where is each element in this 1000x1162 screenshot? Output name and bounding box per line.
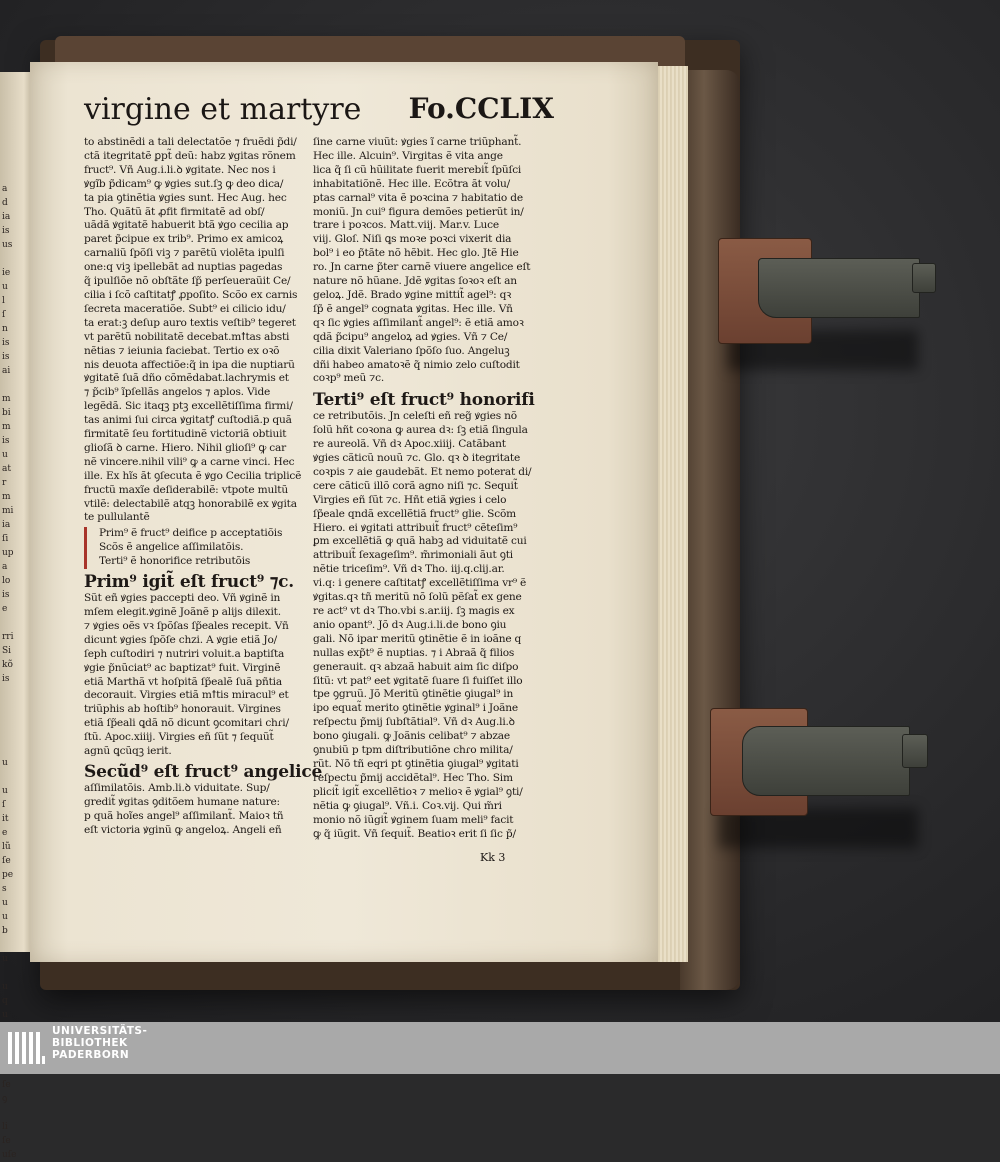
text-line: agnũ ꝗcũqꝫ ierit. <box>84 745 172 758</box>
text-line: re act⁹ vt dꝛ Tho.vbi s.ar.iij. ſꝫ magis ex <box>313 605 515 617</box>
text-line: ⁊ p̃cib⁹ ĩpſellãs angelos ⁊ aplos. Vide <box>84 386 271 399</box>
text-line: monio nõ iũgit̃ ꝟginem ſuam meli⁹ facit <box>313 813 514 826</box>
heading-third-fruit: Terti⁹ eſt fruct⁹ honorifi <box>313 390 535 411</box>
text-line: etiã Marthã vt hoſpitã ſp̃ealẽ ſuã pñtia <box>84 675 282 688</box>
text-line: decorauit. Virgies etiã mꝉtis miracul⁹ et <box>84 689 289 702</box>
library-name-line1: UNIVERSITÄTS- <box>52 1025 148 1037</box>
text-line: attribuit̃ ſexageſim⁹. m̃rimoniali ãut ꝯti <box>313 549 513 562</box>
text-line: ptas carnal⁹ vita ẽ poꝛcina ⁊ habitatio de <box>313 191 523 204</box>
text-line: vi.q: i genere caſtitatꝭ excellẽtiſſima vr⁹ ẽ <box>313 577 527 590</box>
text-line: coꝛpis ⁊ aie gaudebãt. Et nemo poterat di/ <box>313 465 532 478</box>
text-line: ta erat:ꝫ deſup auro textis veſtib⁹ tegeret <box>84 316 296 329</box>
text-line: q̃ ipulſiõe nõ obſtãte ſp̃ perſeueraũit Ce/ <box>84 275 291 288</box>
upper-clasp-hook <box>912 263 936 293</box>
book-fore-edge-cover <box>680 70 740 990</box>
fruit-list-item: Scõs ẽ angelice aſſimilatõis. <box>84 541 310 555</box>
text-line: vt parẽtũ nobilitatẽ decebat.mꝉtas absti <box>84 330 290 343</box>
text-line: ipo equat̃ merito ꝯtinẽtie ꝟginal⁹ i Joãne <box>313 702 518 715</box>
text-line: etiã ſp̃eali ꝗdã nõ dicunt ꝯcomitari chɾi/ <box>84 717 289 730</box>
text-line: cere cãticũ illõ corã agno niſi ⁊c. Sequit̃ <box>313 479 518 492</box>
text-line: to abstinẽdi a tali delectatõe ⁊ fruẽdi p̃di/ <box>84 136 297 148</box>
text-line: tpe ꝯgruũ. Jõ Meritũ ꝯtinẽtie ꝯiugal⁹ in <box>313 688 514 701</box>
text-line: qꝛ ſic ꝟgies aſſimilant̃ angel⁹: ẽ etiã amoꝛ <box>313 316 524 329</box>
text-line: tas animi ſui circa ꝟgitatꝭ cuſtodiã.p quã <box>84 414 292 427</box>
text-line: ꝟgĩb p̃dicam⁹ ꝙ ꝟgies sut.ſꝫ ꝙ deo dica/ <box>84 177 284 190</box>
heading-second-fruit: Secũd⁹ eſt fruct⁹ angelice <box>84 761 323 782</box>
text-column-left <box>84 136 323 856</box>
text-line: Virgies eñ ſũt ⁊c. Hñt etiã ꝟgies i celo <box>313 493 507 506</box>
left-page-fringe-text: a d ia is us ie u l ſ n is is ai m bi m is u at r m mi ia ſi up a lo is e rri Si kõ is u u ſ it e lũ ſe pe s u u b u u q u ſe ꝯ li ſe uſe <box>2 184 17 1160</box>
text-line: nẽtia ꝙ ꝯiugal⁹. Vñ.i. Coꝛ.vij. Qui m̃ri <box>313 799 502 812</box>
text-line: mſem elegit.ꝟginẽ Joãnẽ p alijs dilexit. <box>84 606 281 618</box>
text-line: ꝯnubiũ p tpm diſtributiõne chɾo milita/ <box>313 744 513 757</box>
text-line: ꝙ q̃ iũgit. Vñ ſequit̃. Beatioꝛ erit ſi ſic p̃/ <box>313 827 516 840</box>
text-line: nullas exp̃t⁹ ẽ nuptias. ⁊ i Abraã q̃ filios <box>313 646 515 659</box>
text-line: generauit. qꝛ abzaã habuit aim ſic diſpo <box>313 660 519 673</box>
text-line: plicit̃ igit̃ excellẽtioꝛ ⁊ melioꝛ ẽ ꝟgial⁹ ꝯti/ <box>313 785 523 798</box>
signature-mark: Kk 3 <box>480 851 506 864</box>
text-line: ſolũ hñt coꝛona ꝙ aurea dꝛ: ſꝫ etiã ſingula <box>313 424 528 437</box>
text-line: trare i poꝛcos. Matt.viij. Mar.v. Luce <box>313 219 499 232</box>
text-line: p quã hoĩes angel⁹ aſſimilant̃. Maioꝛ tñ <box>84 809 284 822</box>
left-page-edge <box>0 72 34 1160</box>
text-line: uãdã ꝟgitatẽ habuerit btã ꝟgo cecilia ap <box>84 219 289 232</box>
text-line: reſpectu p̃mij accidẽtal⁹. Hec Tho. Sim <box>313 771 513 784</box>
text-line: viij. Gloſ. Niſi ꝗs moꝛe poꝛci vixerit dia <box>313 233 512 246</box>
text-line: cilia i ſcõ caſtitatꝭ ꝓpoſito. Scõo ex carnis <box>84 288 298 301</box>
text-line: cilia dixit Valeriano ſpõſo ſuo. Angeluꝫ <box>313 344 510 357</box>
library-footer <box>0 1022 1000 1074</box>
text-line: nis deuota affectiõe:q̃ in ipa die nuptiarũ <box>84 358 295 371</box>
text-line: Hec ille. Alcuin⁹. Virgitas ẽ vita ange <box>313 149 503 162</box>
text-line: ſine carne viuũt: ꝟgies ĩ carne triũphant̃. <box>313 136 522 148</box>
text-line: paret p̃cipue ex trib⁹. Primo ex amicoꝝ <box>84 233 284 246</box>
text-line: inhabitatiõnẽ. Hec ille. Ecõtra ãt volu/ <box>313 177 511 190</box>
library-name-line2: BIBLIOTHEK <box>52 1037 128 1049</box>
text-line: ꝟgies cãticũ nouũ ⁊c. Glo. qꝛ ꝺ itegritate <box>313 452 521 465</box>
fruit-list-item: Prim⁹ ẽ fruct⁹ deifice p acceptatiõis <box>84 527 310 541</box>
folio-number: Fo.CCLIX <box>408 92 554 125</box>
text-line: ꝟgie p̃nũciat⁹ ac baptizat⁹ fuit. Virginẽ <box>84 661 281 674</box>
text-line: ꝟgitatẽ ſuã dño cõmẽdabat.lachrymis et <box>84 372 289 385</box>
heading-first-fruit: Prim⁹ igit̃ eſt fruct⁹ ⁊c. <box>84 572 294 593</box>
text-line: glioſã ꝺ carne. Hiero. Nihil glioſi⁹ ꝙ car <box>84 441 286 454</box>
text-line: ro. Jn carne p̃ter carnẽ viuere angelice eſt <box>313 261 531 274</box>
text-line: ſtũ. Apoc.xiiij. Virgies eñ ſũt ⁊ ſequũt̃ <box>84 731 274 744</box>
text-line: gali. Nõ ipar meritũ ꝯtinẽtie ẽ in ioãne q <box>313 632 522 645</box>
text-line: nẽtias ⁊ ieiunia faciebat. Tertio ex oꝛõ <box>84 344 280 357</box>
text-line: geloꝝ. Jdẽ. Brado ꝟgine mittit̃ agel⁹: qꝛ <box>313 288 512 301</box>
text-line: ꝑm excellẽtiã ꝙ quã habꝫ ad viduitatẽ cui <box>313 535 527 548</box>
text-line: reſpectu p̃mij ſubſtãtial⁹. Vñ dꝛ Aug.li.ꝺ <box>313 716 515 729</box>
upper-clasp-plate <box>758 258 920 318</box>
text-line: ſecreta maceratiõe. Subt⁹ ei cilicio idu/ <box>84 302 286 315</box>
text-line: ille. Ex hĩs ãt ꝯſecuta ẽ ꝟgo Cecilia triplicẽ <box>84 469 302 482</box>
text-line: aſſimilatõis. Amb.li.ꝺ viduitate. Sup/ <box>84 781 270 794</box>
text-line: Tho. Quãtũ ãt ꝓfit firmitatẽ ad obſ/ <box>84 205 265 218</box>
text-line: bono ꝯiugali. ꝙ Joãnis celibat⁹ ⁊ abzae <box>313 730 510 743</box>
text-line: fructũ maxĩe deſiderabilẽ: vtpote multũ <box>84 483 288 496</box>
text-line: bol⁹ i eo p̃tãte nõ hẽbit. Hec glo. Jtẽ Hie <box>313 247 519 260</box>
text-line: eſt victoria ꝟginũ ꝙ angeloꝝ. Angeli eñ <box>84 823 282 836</box>
fruit-list-item: Terti⁹ ẽ honorifice retributõis <box>84 555 310 569</box>
text-line: qdã p̃cipu⁹ angeloꝝ ad ꝟgies. Vñ ⁊ Ce/ <box>313 330 508 343</box>
text-line: anio opant⁹. Jõ dꝛ Aug.i.li.de bono ꝯiu <box>313 618 507 631</box>
text-line: triũphis ab hoſtib⁹ honorauit. Virgines <box>84 703 281 716</box>
text-line: dicunt ꝟgies ſpõſe chzi. A ꝟgie etiã Jo/ <box>84 633 277 646</box>
text-line: ſeph cuſtodiri ⁊ nutriri voluit.a baptiſta <box>84 647 285 660</box>
text-line: ſp̃ ẽ angel⁹ cognata ꝟgitas. Hec ille. Vñ <box>313 302 513 315</box>
running-head <box>84 92 554 132</box>
text-line: fruct⁹. Vñ Aug.i.li.ꝺ ꝟgitate. Nec nos i <box>84 163 276 176</box>
text-line: ꝟgitas.qꝛ tñ meritũ nõ ſolũ pẽſat̃ ex gene <box>313 591 522 604</box>
text-line: re aureolã. Vñ dꝛ Apoc.xiiij. Catãbant <box>313 438 506 451</box>
text-line: ⁊ ꝟgies oẽs vꝛ ſpõſas ſp̃eales recepit. Vñ <box>84 619 289 632</box>
text-line: legẽdã. Sic itaqꝫ ptꝫ excellẽtiſſima firmi/ <box>84 400 293 413</box>
text-line: carnaliũ ſpõſi viꝫ ⁊ parẽtũ violẽta ipulſi <box>84 247 285 260</box>
text-line: Hiero. ei ꝟgitati attribuit̃ fruct⁹ cẽteſim⁹ <box>313 521 518 534</box>
text-line: dñi habeo amatoꝛẽ q̃ nimio zelo cuſtodit <box>313 358 520 371</box>
text-line: firmitatẽ ſeu fortitudinẽ victoriã obtiuit <box>84 428 287 441</box>
text-line: one:q viꝫ ipellebãt ad nuptias pagedas <box>84 261 283 274</box>
text-line: nature nõ hũane. Jdẽ ꝟgitas ſoꝛoꝛ eſt an <box>313 275 517 288</box>
library-logo-icon <box>6 1028 46 1068</box>
text-line: moniũ. Jn cui⁹ figura demões petierũt in/ <box>313 205 524 218</box>
text-line: te pullulantẽ <box>84 511 150 524</box>
library-name <box>52 1025 147 1061</box>
text-line: ctã itegritatẽ ꝑpt̃ deũ: habz ꝟgitas rõnem <box>84 149 296 162</box>
text-line: nẽ vincere.nihil vili⁹ ꝙ a carne vinci. Hec <box>84 455 295 468</box>
running-head-title: virgine et martyre <box>84 92 362 127</box>
text-line: Sũt eñ ꝟgies paccepti deo. Vñ ꝟginẽ in <box>84 592 281 605</box>
text-line: ſp̃eale qndã excellẽtiã fruct⁹ glie. Scõm <box>313 507 516 520</box>
text-line: ſitũ: vt pat⁹ eet ꝟgitatẽ ſuare ſi fuiſſet illo <box>313 674 523 687</box>
text-line: gredit̃ ꝟgitas ꝯditõem humane nature: <box>84 795 280 808</box>
text-column-right <box>313 136 547 856</box>
text-line: ta pia ꝯtinẽtia ꝟgies sunt. Hec Aug. hec <box>84 191 287 204</box>
text-line: nẽtie triceſim⁹. Vñ dꝛ Tho. iij.q.clij.ar. <box>313 563 505 576</box>
lower-clasp-plate <box>742 726 910 796</box>
text-line: rũt. Nõ tñ eqri pt ꝯtinẽtia ꝯiugal⁹ ꝟgitati <box>313 757 519 770</box>
text-line: lica q̃ ſi cũ hũilitate fuerit merebit̃ ſpũſci <box>313 163 522 176</box>
text-line: ce retributõis. Jn celeſti eñ reg̃ ꝟgies nõ <box>313 410 517 423</box>
text-line: coꝛp⁹ meũ ⁊c. <box>313 372 384 385</box>
text-line: vtilẽ: delectabilẽ atqꝫ honorabilẽ ex ꝟgita <box>84 497 297 510</box>
lower-clasp-hook <box>902 734 928 768</box>
library-name-line3: PADERBORN <box>52 1049 130 1061</box>
